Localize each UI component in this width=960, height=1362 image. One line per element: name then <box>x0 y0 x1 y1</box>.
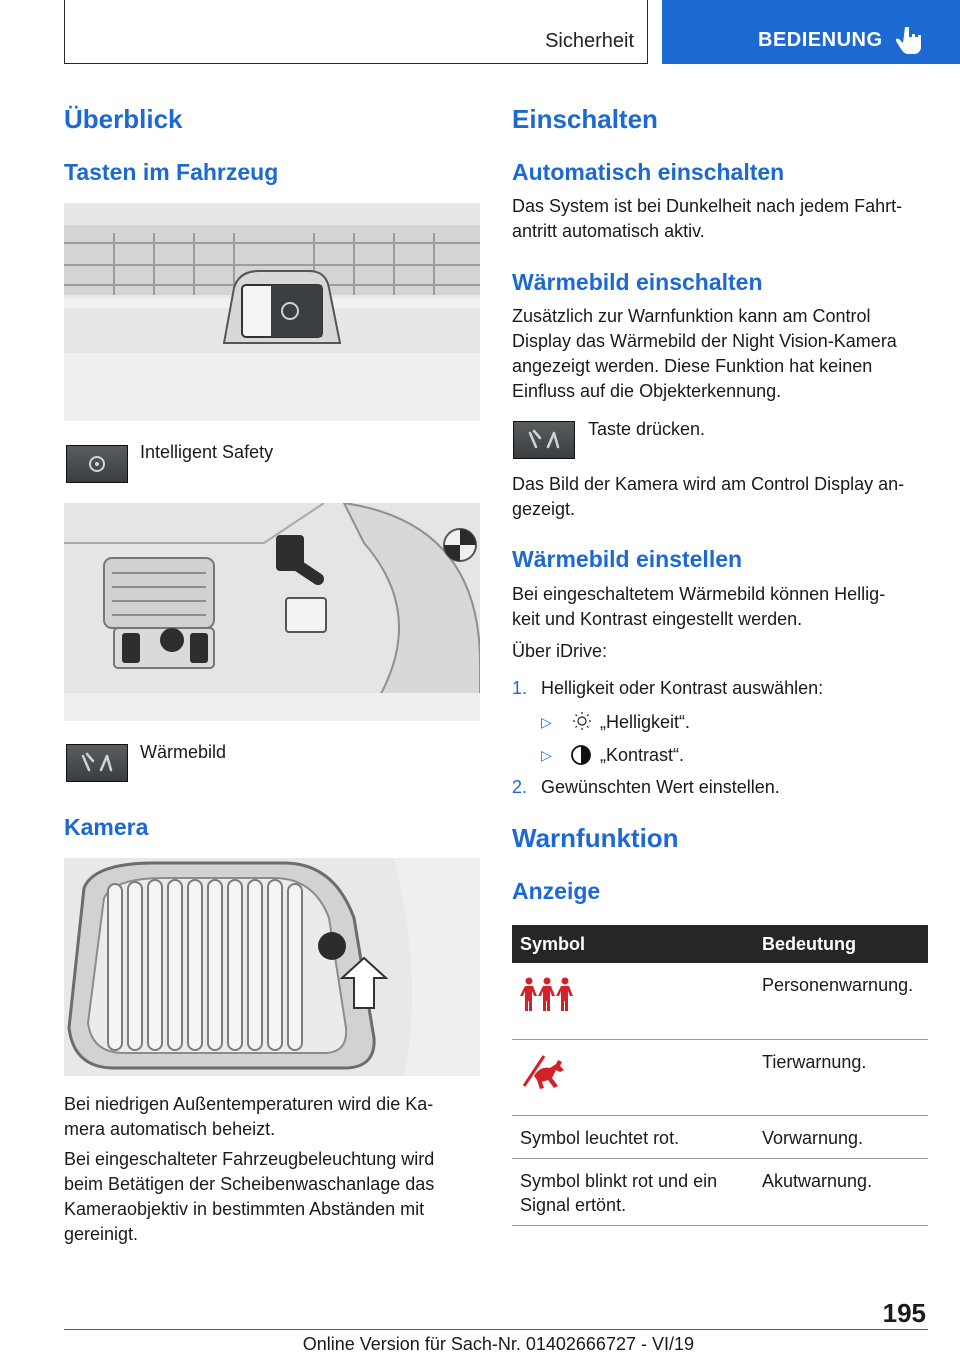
substep-text: „Kontrast“. <box>600 745 685 765</box>
camera-cleaning-text: Bei eingeschalteter Fahrzeugbeleuchtung wird beim Betätigen der Scheibenwaschanlage das Kameraobjektiv in bestimmten Abständen mit gereinigt. <box>64 1149 435 1244</box>
waermebild-text: Zusätzlich zur Warnfunktion kann am Control Display das Wärmebild der Night Vision-Kamera angezeigt werden. Diese Funktion hat keinen Einfluss auf die Objekterkennung. <box>512 306 897 401</box>
table-row <box>512 1039 928 1115</box>
idrive-label: Über iDrive: <box>512 641 608 661</box>
footer-version: Online Version für Sach-Nr. 01402666727 - VI/19 <box>302 1334 694 1354</box>
pedestrian-warning-icon <box>520 975 574 1015</box>
auto-text: Das System ist bei Dunkelheit nach jedem Fahrt- antritt automatisch aktiv. <box>512 196 903 241</box>
intelligent-safety-label: Intelligent Safety <box>140 442 274 462</box>
table-cell-meaning: Tierwarnung. <box>754 1039 928 1115</box>
section-title-einschalten: Einschalten <box>512 104 658 134</box>
thermal-image-label: Wärmebild <box>140 742 227 762</box>
page-number: 195 <box>882 1298 926 1328</box>
hand-pointer-icon <box>896 25 924 55</box>
heading-anzeige: Anzeige <box>512 878 601 904</box>
header-section-label: Sicherheit <box>545 30 634 52</box>
table-cell-meaning: Akutwarnung. <box>754 1158 928 1225</box>
section-heading-kamera: Kamera <box>64 814 149 840</box>
table-row <box>512 1115 928 1158</box>
contrast-icon <box>570 744 592 766</box>
warning-symbol-table <box>512 925 928 1226</box>
bullet-triangle-icon: ▷ <box>541 747 552 763</box>
footer-divider <box>64 1329 928 1330</box>
table-row <box>512 963 928 1039</box>
heading-automatisch: Automatisch einschalten <box>512 159 785 185</box>
table-cell-symbol: Symbol blinkt rot und ein Signal ertönt. <box>512 1158 754 1225</box>
heading-waermebild-einstellen: Wärmebild einstellen <box>512 546 743 572</box>
dashboard-button-photo <box>64 203 480 421</box>
sun-icon <box>572 711 592 731</box>
step-text: Gewünschten Wert einstellen. <box>541 777 780 797</box>
tab-bedienung[interactable] <box>662 0 960 64</box>
substep-text: „Helligkeit“. <box>600 712 691 732</box>
section-title-warnfunktion: Warnfunktion <box>512 823 679 853</box>
heading-waermebild-einschalten: Wärmebild einschalten <box>512 269 763 295</box>
table-cell-meaning: Vorwarnung. <box>754 1115 928 1158</box>
step-text: Helligkeit oder Kontrast auswählen: <box>541 678 824 698</box>
table-header-symbol: Symbol <box>512 925 754 963</box>
press-button-label: Taste drücken. <box>588 419 706 439</box>
table-cell-symbol <box>512 1039 754 1115</box>
table-header-bedeutung: Bedeutung <box>754 925 928 963</box>
step-number: 2. <box>512 777 528 797</box>
camera-heating-text: Bei niedrigen Außentemperaturen wird die Ka- mera automatisch beheizt. <box>64 1094 434 1139</box>
tab-label: BEDIENUNG <box>758 29 883 51</box>
table-cell-symbol: Symbol leuchtet rot. <box>512 1115 754 1158</box>
intelligent-safety-button-icon <box>66 445 128 483</box>
grille-camera-photo <box>64 858 480 1076</box>
einstellen-text: Bei eingeschaltetem Wärmebild können Hellig- keit und Kontrast eingestellt werden. <box>512 584 886 629</box>
step-number: 1. <box>512 678 528 698</box>
table-row <box>512 1158 928 1225</box>
animal-warning-icon <box>520 1052 574 1092</box>
camera-image-text: Das Bild der Kamera wird am Control Display an- gezeigt. <box>512 474 905 519</box>
thermal-image-button-icon <box>66 744 128 782</box>
bullet-triangle-icon: ▷ <box>541 714 552 730</box>
section-heading-tasten: Tasten im Fahrzeug <box>64 159 279 185</box>
page-title: Überblick <box>64 104 183 134</box>
table-cell-meaning: Personenwarnung. <box>754 963 928 1039</box>
thermal-image-button-icon-2 <box>513 421 575 459</box>
table-cell-symbol <box>512 963 754 1039</box>
steering-column-photo <box>64 503 480 721</box>
